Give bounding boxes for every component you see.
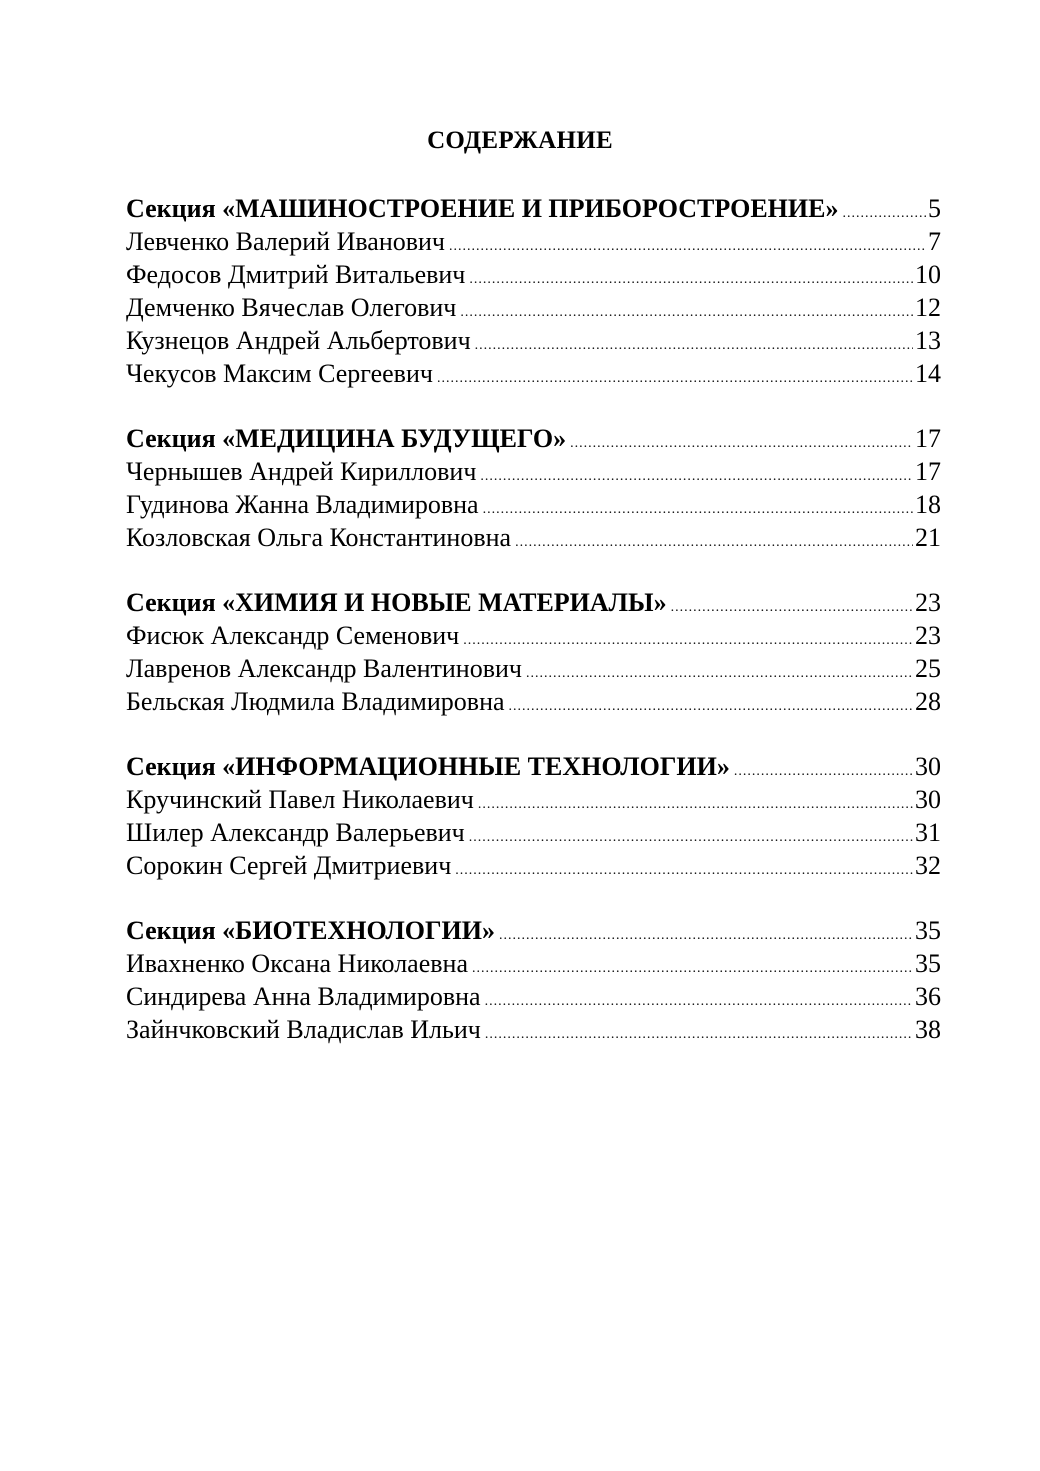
entry-author-name: Левченко Валерий Иванович	[126, 227, 446, 256]
table-of-contents	[126, 192, 941, 1078]
entry-author-name: Чекусов Максим Сергеевич	[126, 359, 433, 388]
section-heading-text: Секция «ХИМИЯ И НОВЫЕ МАТЕРИАЛЫ»	[126, 588, 667, 617]
section-heading-text: Секция «МАШИНОСТРОЕНИЕ И ПРИБОРОСТРОЕНИЕ»	[126, 194, 839, 223]
entry-author-name: Федосов Дмитрий Витальевич	[126, 260, 466, 289]
toc-entry	[126, 783, 941, 816]
entry-author-name: Демченко Вячеслав Олегович	[126, 293, 457, 322]
toc-section-heading	[126, 192, 941, 225]
toc-entry	[126, 947, 941, 980]
dot-leader	[469, 821, 913, 854]
toc-entry	[126, 521, 941, 554]
entry-author-name: Синдирева Анна Владимировна	[126, 982, 481, 1011]
dot-leader	[570, 427, 913, 460]
toc-section	[126, 914, 941, 1046]
toc-section-heading	[126, 586, 941, 619]
page-number: 32	[915, 851, 941, 880]
dot-leader	[509, 690, 913, 723]
dot-leader	[449, 230, 926, 263]
entry-author-name: Сорокин Сергей Дмитриевич	[126, 851, 452, 880]
entry-author-name: Ивахненко Оксана Николаевна	[126, 949, 468, 978]
dot-leader	[475, 329, 913, 362]
dot-leader	[478, 788, 913, 821]
page-number: 30	[915, 785, 941, 814]
page-number: 5	[928, 194, 941, 223]
toc-entry	[126, 1013, 941, 1046]
dot-leader	[485, 1018, 913, 1051]
toc-entry	[126, 816, 941, 849]
toc-section	[126, 750, 941, 882]
entry-author-name: Кузнецов Андрей Альбертович	[126, 326, 471, 355]
toc-section	[126, 422, 941, 554]
dot-leader	[499, 919, 913, 952]
page-number: 31	[915, 818, 941, 847]
page-number: 36	[915, 982, 941, 1011]
toc-entry	[126, 849, 941, 882]
section-heading-text: Секция «ИНФОРМАЦИОННЫЕ ТЕХНОЛОГИИ»	[126, 752, 730, 781]
toc-section	[126, 586, 941, 718]
page-number: 35	[915, 916, 941, 945]
page-number: 28	[915, 687, 941, 716]
page-number: 30	[915, 752, 941, 781]
page-number: 18	[915, 490, 941, 519]
dot-leader	[842, 197, 926, 230]
toc-entry	[126, 652, 941, 685]
toc-entry	[126, 258, 941, 291]
section-heading-text: Секция «БИОТЕХНОЛОГИИ»	[126, 916, 495, 945]
toc-entry	[126, 225, 941, 258]
toc-entry	[126, 455, 941, 488]
entry-author-name: Зайнчковский Владислав Ильич	[126, 1015, 481, 1044]
toc-section-heading	[126, 750, 941, 783]
dot-leader	[460, 296, 913, 329]
entry-author-name: Чернышев Андрей Кириллович	[126, 457, 477, 486]
toc-entry	[126, 357, 941, 390]
page-number: 17	[915, 424, 941, 453]
dot-leader	[469, 263, 913, 296]
dot-leader	[472, 952, 913, 985]
entry-author-name: Козловская Ольга Константиновна	[126, 523, 512, 552]
dot-leader	[463, 624, 913, 657]
page-number: 38	[915, 1015, 941, 1044]
page-number: 23	[915, 621, 941, 650]
toc-entry	[126, 619, 941, 652]
toc-entry	[126, 980, 941, 1013]
dot-leader	[515, 526, 913, 559]
section-heading-text: Секция «МЕДИЦИНА БУДУЩЕГО»	[126, 424, 567, 453]
page-number: 7	[928, 227, 941, 256]
page-number: 23	[915, 588, 941, 617]
page-number: 12	[915, 293, 941, 322]
toc-section-heading	[126, 422, 941, 455]
page-number: 35	[915, 949, 941, 978]
page-number: 21	[915, 523, 941, 552]
page-number: 25	[915, 654, 941, 683]
toc-entry	[126, 685, 941, 718]
entry-author-name: Шилер Александр Валерьевич	[126, 818, 465, 847]
dot-leader	[483, 493, 913, 526]
entry-author-name: Фисюк Александр Семенович	[126, 621, 460, 650]
dot-leader	[526, 657, 913, 690]
entry-author-name: Гудинова Жанна Владимировна	[126, 490, 479, 519]
entry-author-name: Бельская Людмила Владимировна	[126, 687, 505, 716]
toc-entry	[126, 488, 941, 521]
toc-section	[126, 192, 941, 390]
dot-leader	[671, 591, 913, 624]
toc-entry	[126, 324, 941, 357]
entry-author-name: Кручинский Павел Николаевич	[126, 785, 474, 814]
entry-author-name: Лавренов Александр Валентинович	[126, 654, 522, 683]
dot-leader	[485, 985, 913, 1018]
dot-leader	[455, 854, 913, 887]
page-number: 10	[915, 260, 941, 289]
toc-title: СОДЕРЖАНИЕ	[427, 127, 613, 154]
page-number: 17	[915, 457, 941, 486]
dot-leader	[437, 362, 913, 395]
page-number: 13	[915, 326, 941, 355]
toc-section-heading	[126, 914, 941, 947]
toc-entry	[126, 291, 941, 324]
page-number: 14	[915, 359, 941, 388]
dot-leader	[480, 460, 913, 493]
dot-leader	[734, 755, 913, 788]
